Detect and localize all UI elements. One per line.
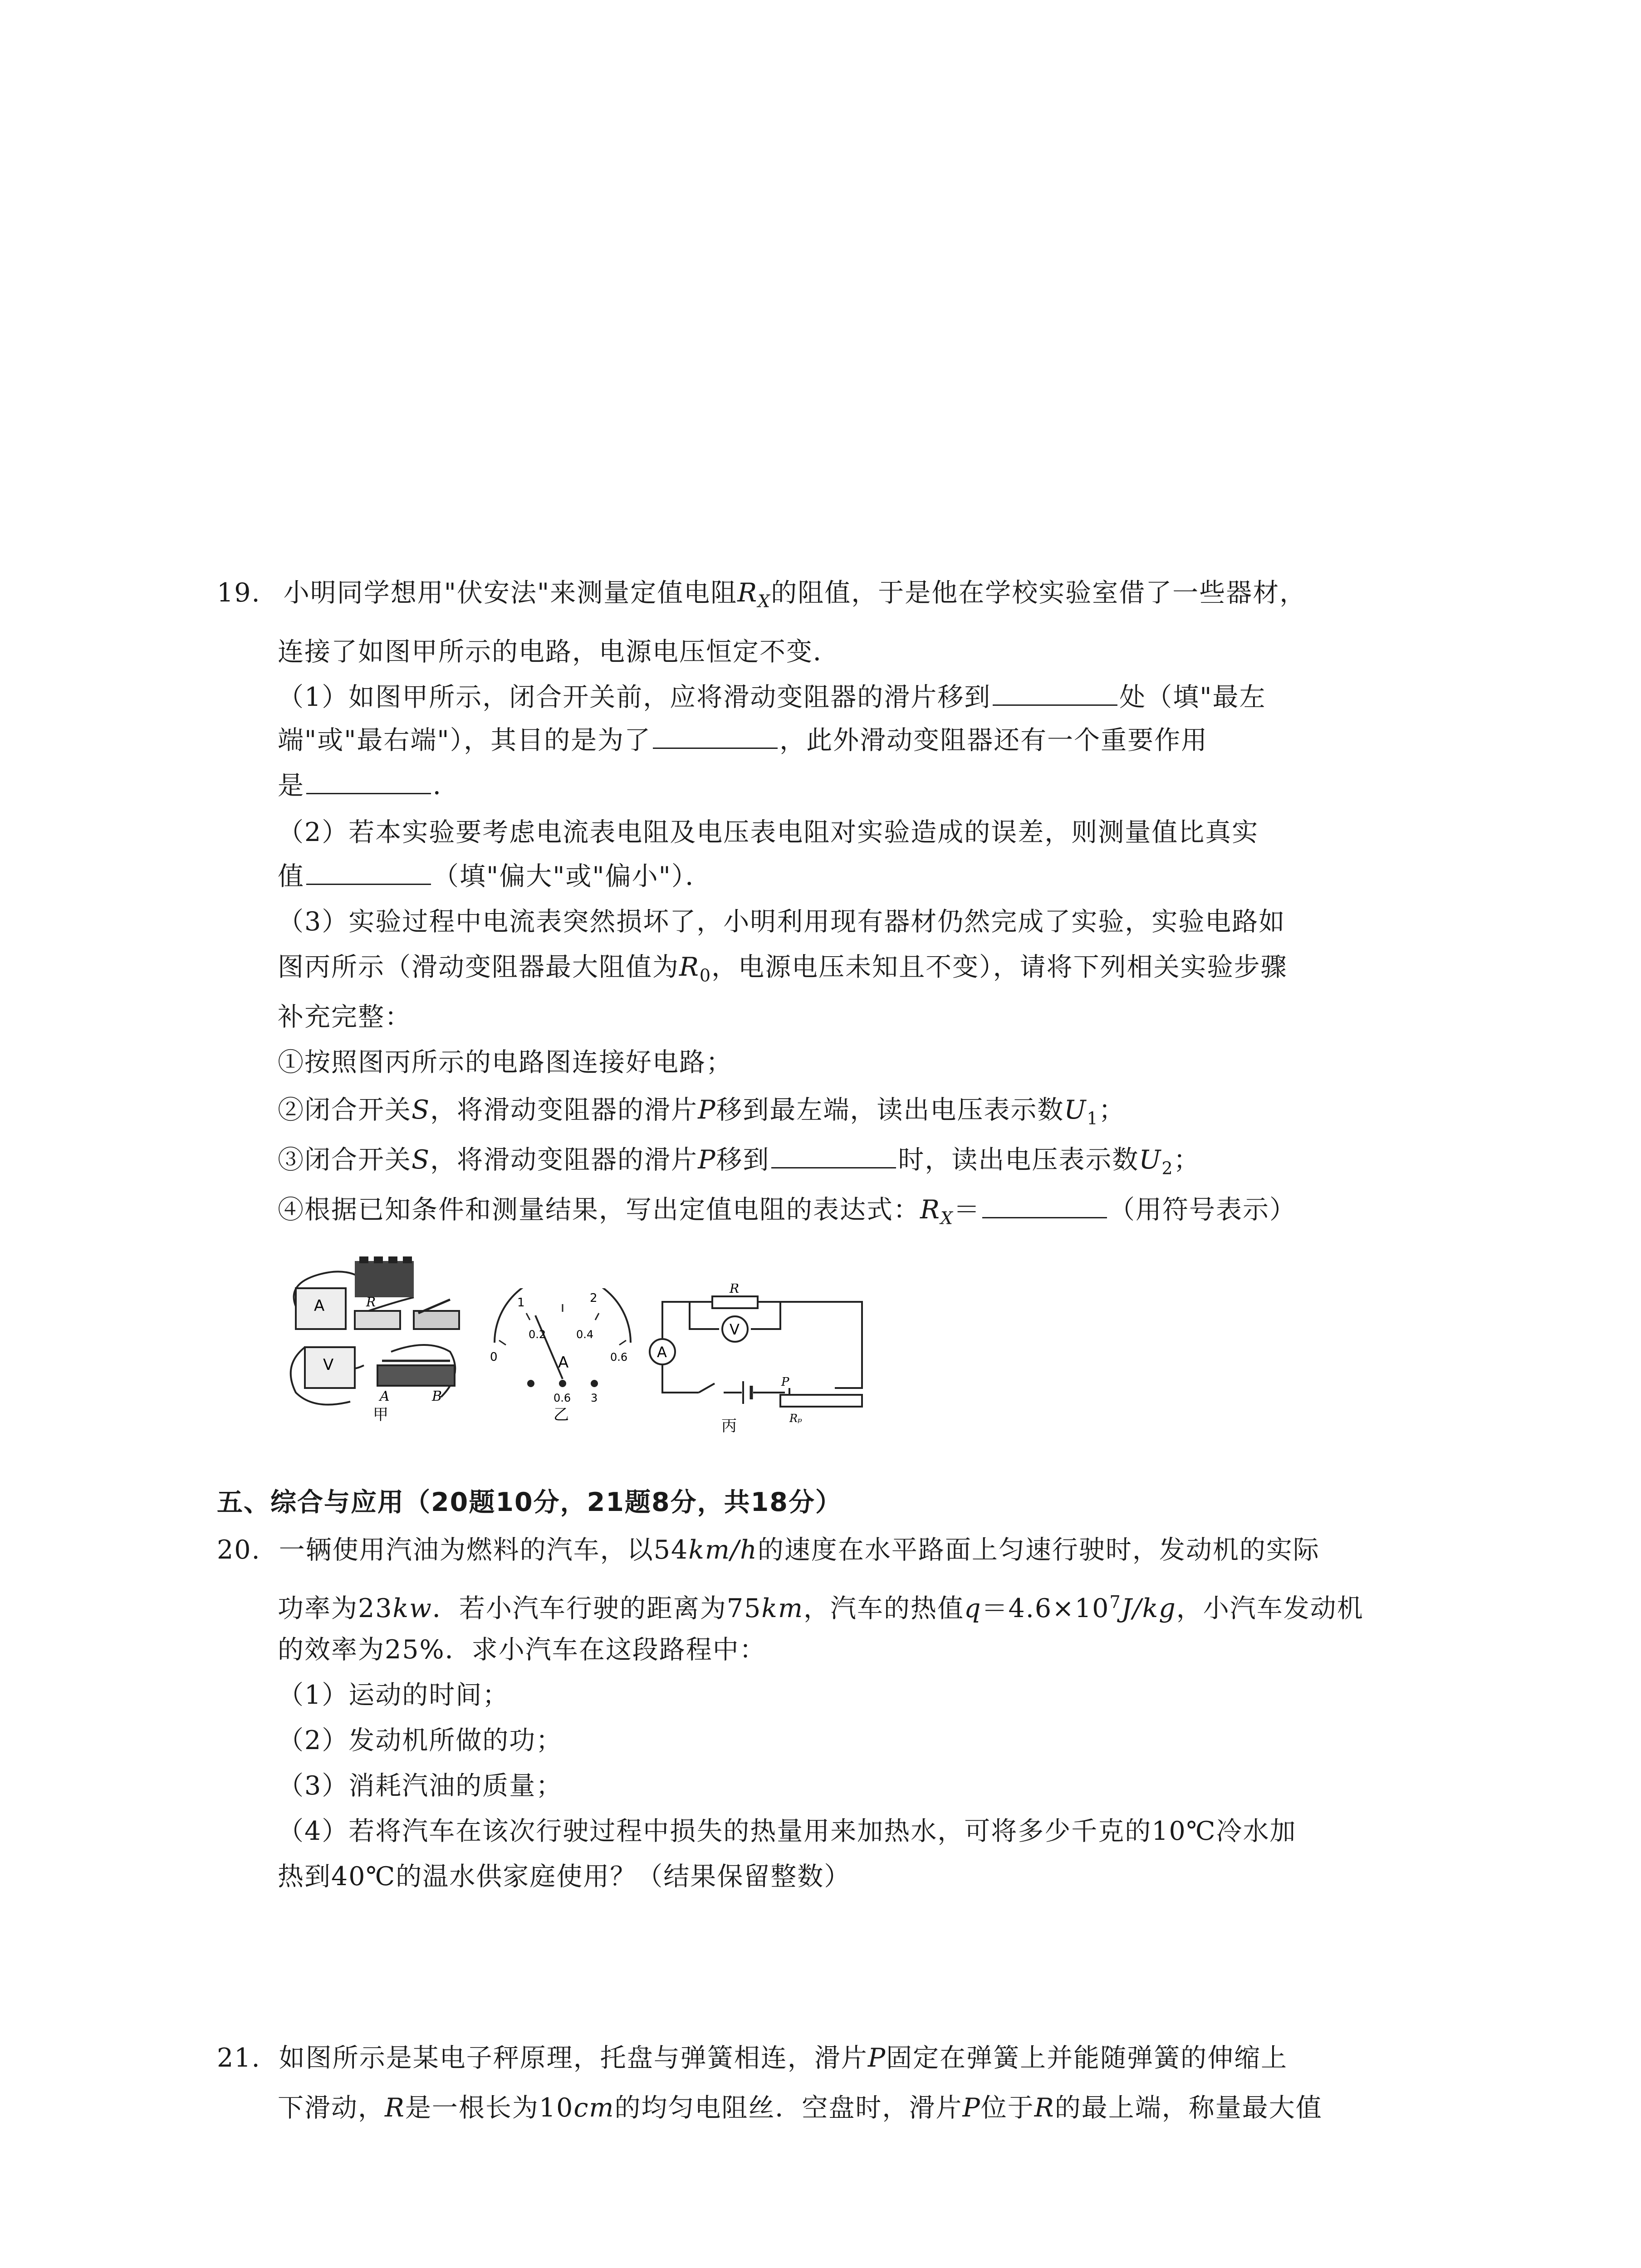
q20-line-3: 的效率为25%．求小汽车在这段路程中：: [278, 1635, 766, 1665]
answer-blank[interactable]: [653, 724, 778, 749]
q19-part3-line-3: 补充完整：: [278, 1002, 411, 1032]
q19-step-1: ①按照图丙所示的电路图连接好电路；: [278, 1047, 733, 1077]
svg-text:1: 1: [517, 1296, 525, 1310]
svg-text:A: A: [558, 1354, 569, 1372]
q19-part3-line-1: （3）实验过程中电流表突然损坏了，小明利用现有器材仍然完成了实验，实验电路如: [278, 907, 1286, 937]
answer-blank[interactable]: [306, 769, 431, 794]
q19-part1-line-2: 端"或"最右端"），其目的是为了 ，此外滑动变阻器还有一个重要作用: [278, 723, 1208, 757]
figure-caption-bing: 丙: [721, 1417, 737, 1435]
svg-text:A: A: [657, 1344, 667, 1361]
answer-blank[interactable]: [306, 860, 431, 885]
q21-line-2: 下滑动，R是一根长为10cm的均匀电阻丝．空盘时，滑片P位于R的最上端，称量最大值: [278, 2093, 1323, 2123]
svg-text:3: 3: [591, 1392, 598, 1404]
q19-part1-line-1: （1）如图甲所示，闭合开关前，应将滑动变阻器的滑片移到 处（填"最左: [278, 680, 1266, 714]
figure-jia-circuit-photo: [278, 1256, 468, 1424]
svg-text:A: A: [380, 1388, 390, 1404]
q20-item-4-line-1: （4）若将汽车在该次行驶过程中损失的热量用来加热水，可将多少千克的10℃冷水加: [278, 1816, 1297, 1846]
question-number: 20.: [217, 1535, 261, 1565]
figure-bing-circuit-diagram: [644, 1284, 889, 1438]
svg-text:V: V: [730, 1321, 740, 1338]
q20-line-2: 功率为23kw．若小汽车行驶的距离为75km，汽车的热值$q=4.6\times 10^7J/kg$，小汽车发动机: [278, 1592, 1364, 1623]
figure-caption-yi: 乙: [554, 1406, 569, 1424]
rheostat-icon: [377, 1361, 455, 1404]
q19-step-3: ③闭合开关S，将滑动变阻器的滑片P移到 时，读出电压表示数$U_2$；: [278, 1143, 1200, 1185]
svg-text:0.6: 0.6: [554, 1392, 571, 1404]
svg-text:0.2: 0.2: [529, 1328, 546, 1341]
battery-pack-icon: [355, 1256, 414, 1297]
resistor-r-icon: [712, 1296, 758, 1308]
q19-part2-line-2: 值 （填"偏大"或"偏小"）．: [278, 860, 712, 893]
q20-item-4-line-2: 热到40℃的温水供家庭使用？（结果保留整数）: [278, 1862, 851, 1892]
q19-part3-line-2: 图丙所示（滑动变阻器最大阻值为$R_0$，电源电压未知且不变），请将下列相关实验步骤: [278, 952, 1288, 986]
switch-icon: [414, 1300, 459, 1329]
ammeter-icon: [296, 1288, 346, 1329]
answer-blank[interactable]: [982, 1193, 1107, 1218]
answer-blank[interactable]: [771, 1144, 896, 1168]
q20-item-3: （3）消耗汽油的质量；: [278, 1771, 563, 1801]
svg-text:0.4: 0.4: [576, 1328, 594, 1341]
answer-blank[interactable]: [993, 681, 1117, 706]
svg-text:2: 2: [590, 1291, 598, 1305]
svg-text:R: R: [366, 1295, 376, 1310]
q20-item-1: （1）运动的时间；: [278, 1680, 509, 1710]
svg-text:R: R: [730, 1284, 740, 1296]
question-number: 19.: [217, 578, 261, 608]
q19-line-2: 连接了如图甲所示的电路，电源电压恒定不变．: [278, 637, 840, 667]
resistor-r-icon: [355, 1295, 400, 1329]
q19-part2-line-1: （2）若本实验要考虑电流表电阻及电压表电阻对实验造成的误差，则测量值比真实: [278, 817, 1259, 847]
svg-text:0.6: 0.6: [610, 1351, 628, 1364]
voltmeter-icon: [305, 1347, 355, 1388]
svg-text:Rₚ: Rₚ: [789, 1412, 802, 1425]
q19-step-4: ④根据已知条件和测量结果，写出定值电阻的表达式：$R_X=$ （用符号表示）: [278, 1193, 1296, 1235]
svg-text:V: V: [323, 1356, 334, 1374]
svg-text:A: A: [314, 1297, 325, 1315]
q19-line-1: 19. 小明同学想用"伏安法"来测量定值电阻$R_X$的阻值，于是他在学校实验室借了一些器材，: [217, 578, 1307, 611]
svg-text:B: B: [432, 1388, 442, 1404]
svg-text:P: P: [781, 1375, 789, 1389]
q19-part1-line-3: 是 ．: [278, 769, 460, 802]
figure-caption-jia: 甲: [373, 1406, 388, 1424]
svg-text:0: 0: [490, 1350, 498, 1364]
q21-line-1: 21. 如图所示是某电子秤原理，托盘与弹簧相连，滑片P固定在弹簧上并能随弹簧的伸缩上: [217, 2043, 1288, 2073]
section-title: 五、综合与应用（20题10分，21题8分，共18分）: [217, 1487, 842, 1517]
figure-yi-meter-dial: [485, 1288, 640, 1424]
question-number: 21.: [217, 2043, 261, 2073]
q20-line-1: 20. 一辆使用汽油为燃料的汽车，以54km/h的速度在水平路面上匀速行驶时，发动机的实际: [217, 1535, 1320, 1565]
q19-step-2: ②闭合开关S，将滑动变阻器的滑片P移到最左端，读出电压表示数$U_1$；: [278, 1095, 1126, 1129]
q20-item-2: （2）发动机所做的功；: [278, 1725, 563, 1755]
